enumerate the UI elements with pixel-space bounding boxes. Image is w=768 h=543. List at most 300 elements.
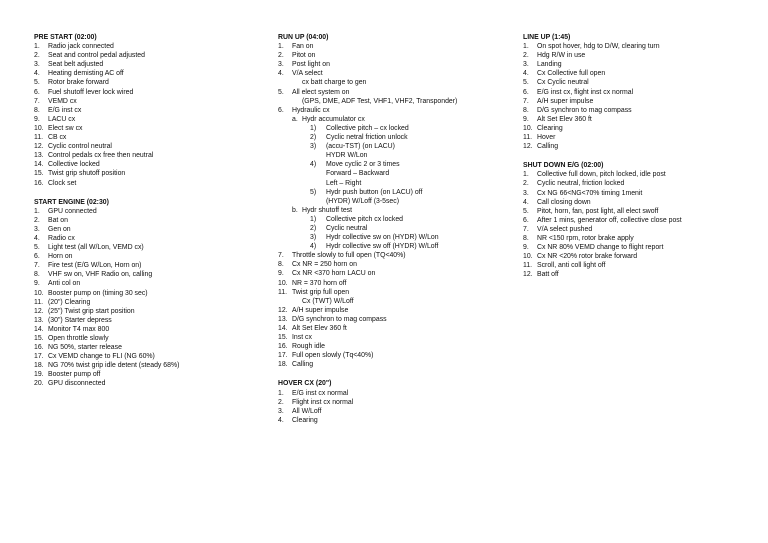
checklist-item (523, 60, 753, 69)
item-text: Move cyclic 2 or 3 times (326, 161, 400, 169)
item-continuation: cx batt charge to gen (302, 79, 367, 87)
item-text: Cx NR <20% rotor brake forward (537, 253, 638, 261)
checklist-subitem (278, 133, 503, 142)
checklist-item (278, 88, 503, 97)
item-number: 2) (310, 224, 317, 232)
item-text: GPU connected (48, 207, 97, 215)
item-text: Rough idle (292, 343, 325, 351)
item-text: V/A select (292, 70, 323, 78)
item-text: Clearing (292, 416, 318, 424)
checklist-section (278, 379, 503, 424)
item-number: 9. (34, 280, 40, 288)
checklist-item (34, 298, 259, 307)
checklist-item (278, 333, 503, 342)
item-number: 6. (523, 216, 529, 224)
checklist-item (34, 97, 259, 106)
checklist-item (278, 315, 503, 324)
item-number: 10. (523, 124, 533, 132)
item-text: On spot hover, hdg to D/W, clearing turn (537, 43, 660, 51)
item-number: 3. (523, 61, 529, 69)
item-number: 5. (278, 88, 284, 96)
checklist-item (34, 88, 259, 97)
checklist-section (34, 198, 259, 389)
item-text: E/G inst cx (48, 106, 82, 114)
item-number: 2. (34, 52, 40, 60)
checklist-item (523, 106, 753, 115)
item-number: 5. (34, 79, 40, 87)
item-text: Call closing down (537, 198, 591, 206)
item-number: 1. (34, 207, 40, 215)
checklist-item (523, 198, 753, 207)
checklist-item (523, 78, 753, 87)
item-text: Hydr collective sw off (HYDR) W/Loff (326, 243, 439, 251)
checklist-item (34, 42, 259, 51)
section-title: PRE START (02:00) (34, 34, 97, 41)
item-text: Cyclic neutral, friction locked (537, 180, 625, 188)
item-number: 13. (278, 315, 288, 323)
checklist-item (34, 225, 259, 234)
checklist-item (523, 216, 753, 225)
checklist-item (278, 260, 503, 269)
item-number: 11. (523, 134, 533, 142)
item-text: Cx NR 80% VEMD change to flight report (537, 244, 664, 252)
item-text: E/G inst cx normal (292, 389, 349, 397)
item-number: 1) (310, 124, 317, 132)
item-number: 11. (523, 262, 533, 270)
checklist-item (278, 306, 503, 315)
item-text: Seat belt adjusted (48, 61, 104, 69)
checklist-item (523, 133, 753, 142)
item-number: 20. (34, 380, 44, 388)
item-number: 5. (34, 244, 40, 252)
item-text: Collective pitch cx locked (326, 215, 403, 223)
item-text: Control pedals cx free then neutral (48, 152, 154, 160)
checklist-item (34, 316, 259, 325)
item-number: 1. (278, 389, 284, 397)
item-number: 2. (523, 52, 529, 60)
item-text: Anti col on (48, 280, 81, 288)
item-number: 17. (278, 352, 288, 360)
item-continuation: HYDR W/Lon (326, 152, 368, 160)
item-text: Twist grip full open (292, 288, 350, 296)
item-text: V/A select pushed (537, 225, 593, 233)
checklist-item (278, 60, 503, 69)
item-number: 3) (310, 234, 317, 242)
item-number: 5) (310, 188, 317, 196)
item-number: a. (292, 115, 298, 123)
checklist-item (278, 342, 503, 351)
checklist-item (523, 97, 753, 106)
item-text: Flight inst cx normal (292, 398, 354, 406)
item-text: Scroll, anti coll light off (537, 262, 606, 270)
item-text: NG 50%, starter release (48, 344, 122, 352)
item-number: 3. (34, 225, 40, 233)
item-number: 8. (523, 234, 529, 242)
item-number: 17. (34, 353, 44, 361)
item-number: 7. (523, 97, 529, 105)
item-text: D/G synchron to mag compass (537, 106, 632, 114)
item-text: Twist grip shutoff position (48, 170, 126, 178)
checklist-item (34, 160, 259, 169)
item-number: 6. (34, 253, 40, 261)
item-text: Fan on (292, 43, 314, 51)
item-text: NR <150 rpm, rotor brake apply (537, 234, 634, 242)
item-number: 12. (523, 143, 533, 151)
item-text: CB cx (48, 134, 67, 142)
item-text: Cx Cyclic neutral (537, 79, 589, 87)
item-number: 11. (34, 298, 44, 306)
checklist-item (34, 207, 259, 216)
item-number: 14. (34, 325, 44, 333)
item-number: 10. (34, 289, 44, 297)
item-text: Hydr collective sw on (HYDR) W/Lon (326, 234, 439, 242)
item-text: (25") Twist grip start position (48, 307, 135, 315)
checklist-subitem (278, 124, 503, 133)
item-text: Heating demisting AC off (48, 70, 124, 78)
item-text: D/G synchron to mag compass (292, 315, 387, 323)
item-text: Pitot, horn, fan, post light, all elect swoff (537, 207, 659, 215)
item-text: Collective locked (48, 161, 100, 169)
checklist-item (278, 279, 503, 288)
section-title: SHUT DOWN E/G (02:00) (523, 162, 604, 170)
item-text: Light test (all W/Lon, VEMD cx) (48, 244, 144, 252)
section-title: RUN UP (04:00) (278, 34, 329, 41)
item-number: 15. (34, 335, 44, 342)
item-text: Elect sw cx (48, 124, 83, 132)
item-number: 7. (278, 252, 284, 260)
item-text: Booster pump on (timing 30 sec) (48, 289, 148, 297)
item-number: 8. (34, 271, 40, 279)
item-number: 2. (523, 180, 529, 188)
checklist-item (34, 379, 259, 388)
checklist-subitem (278, 206, 503, 215)
item-number: 4. (278, 416, 284, 424)
item-text: Cx Collective full open (537, 70, 606, 78)
item-text: Clock set (48, 179, 77, 187)
item-text: Full open slowly (Tq<40%) (292, 352, 374, 360)
item-text: GPU disconnected (48, 380, 106, 388)
checklist-item (523, 252, 753, 261)
checklist-item (34, 69, 259, 78)
item-number: 12. (523, 271, 533, 279)
item-number: 5. (523, 207, 529, 215)
item-text: Gen on (48, 225, 71, 233)
item-number: 4. (523, 70, 529, 78)
checklist-item (34, 60, 259, 69)
item-text: Radio jack connected (48, 43, 114, 51)
item-text: Monitor T4 max 800 (48, 325, 110, 333)
item-text: NG 70% twist grip idle detent (steady 68%) (48, 362, 180, 370)
item-number: 16. (278, 343, 288, 351)
item-number: 16. (34, 344, 44, 352)
checklist-item (34, 334, 259, 343)
item-text: Seat and control pedal adjusted (48, 52, 145, 60)
checklist-item (278, 360, 503, 369)
section-title: LINE UP (1:45) (523, 34, 571, 41)
item-text: Pitot on (292, 52, 316, 60)
item-text: Post light on (292, 61, 330, 69)
item-number: 2. (278, 52, 284, 60)
item-text: Horn on (48, 253, 73, 261)
item-text: Hydr push button (on LACU) off (326, 188, 423, 196)
item-text: Collective pitch – cx locked (326, 124, 409, 132)
item-continuation: Forward – Backward (326, 170, 390, 178)
checklist-item (278, 416, 503, 425)
item-text: Rotor brake forward (48, 79, 109, 87)
checklist-subitem (278, 224, 503, 233)
item-number: 4. (34, 234, 40, 242)
checklist-section (278, 33, 503, 369)
item-number: 6. (278, 106, 284, 114)
checklist-item (278, 69, 503, 78)
checklist-item (34, 370, 259, 379)
item-text: Cx VEMD change to FLI (NG 60%) (48, 353, 155, 361)
item-text: Inst cx (292, 334, 312, 342)
item-number: 11. (34, 134, 44, 142)
checklist-item (278, 324, 503, 333)
item-text: (accu-TST) (on LACU) (326, 143, 395, 151)
item-number: 12. (34, 307, 44, 315)
checklist-item (523, 170, 753, 179)
checklist-item (278, 288, 503, 297)
item-text: Cx NR <370 horn LACU on (292, 270, 376, 278)
checklist-item (34, 261, 259, 270)
item-number: 16. (34, 179, 44, 187)
checklist-section (523, 161, 753, 279)
item-text: LACU cx (48, 115, 76, 123)
checklist-item (34, 325, 259, 334)
checklist-item (34, 361, 259, 370)
item-number: 3. (523, 189, 529, 197)
item-text: E/G inst cx, flight inst cx normal (537, 88, 634, 96)
item-number: 14. (34, 161, 44, 169)
item-text: Calling (537, 143, 559, 151)
checklist-item (523, 261, 753, 270)
item-text: Hover (537, 134, 556, 142)
checklist-item (523, 124, 753, 133)
item-text: Hydraulic cx (292, 106, 330, 114)
item-number: 1. (278, 43, 284, 51)
item-number: 4) (310, 161, 317, 169)
checklist-item (34, 234, 259, 243)
checklist-column-3 (523, 33, 753, 279)
item-number: 4. (278, 70, 284, 78)
section-title: START ENGINE (02:30) (34, 198, 109, 206)
item-number: 3. (34, 61, 40, 69)
item-text: Hdg R/W in use (537, 52, 586, 60)
checklist-item (278, 398, 503, 407)
checklist-item (278, 251, 503, 260)
item-number: 13. (34, 316, 44, 324)
checklist-item (34, 106, 259, 115)
checklist-item (34, 352, 259, 361)
checklist-item (523, 115, 753, 124)
item-number: 14. (278, 325, 288, 332)
checklist-item (34, 179, 259, 188)
checklist-section (523, 33, 753, 151)
item-text: Cyclic netral friction unlock (326, 134, 408, 142)
item-number: 1. (34, 43, 40, 51)
item-text: A/H super impulse (537, 97, 594, 105)
item-number: 7. (523, 225, 529, 233)
checklist-item (34, 142, 259, 151)
item-text: Cyclic neutral (326, 224, 368, 232)
item-number: 1. (523, 43, 529, 51)
item-text: Landing (537, 61, 562, 69)
checklist-subitem (278, 233, 503, 242)
checklist-item (34, 133, 259, 142)
item-continuation: (GPS, DME, ADF Test, VHF1, VHF2, Transponder) (302, 97, 458, 105)
item-number: 4) (310, 243, 317, 251)
item-number: 12. (34, 143, 44, 151)
item-text: All W/Loff (292, 407, 322, 415)
item-number: 7. (34, 97, 40, 105)
checklist-item (523, 225, 753, 234)
item-number: 18. (34, 362, 44, 370)
item-number: 10. (278, 279, 288, 287)
item-text: Alt Set Elev 360 ft (537, 115, 592, 123)
checklist-subitem (278, 215, 503, 224)
checklist-item (523, 179, 753, 188)
checklist-item (34, 124, 259, 133)
item-number: 19. (34, 371, 44, 379)
item-number: 9. (34, 115, 40, 123)
item-text: Batt off (537, 271, 559, 279)
checklist-section (34, 33, 259, 188)
checklist-item (34, 115, 259, 124)
checklist-item (34, 343, 259, 352)
checklist-subitem (278, 115, 503, 124)
item-text: Cx NR = 250 horn on (292, 261, 357, 269)
checklist-item (278, 51, 503, 60)
item-text: Collective full down, pitch locked, idle post (537, 171, 666, 179)
item-number: 9. (523, 115, 529, 123)
item-number: 9. (278, 270, 284, 278)
checklist-subitem (278, 242, 503, 251)
checklist-subitem (278, 160, 503, 169)
checklist-item (34, 270, 259, 279)
item-text: Alt Set Elev 360 ft (292, 325, 347, 332)
item-number: 12. (278, 306, 288, 314)
item-number: 4. (34, 70, 40, 78)
checklist-item (34, 252, 259, 261)
item-text: Cyclic control neutral (48, 143, 112, 151)
item-text: Fire test (E/G W/Lon, Horn on) (48, 262, 142, 270)
checklist-column-2 (278, 33, 503, 425)
checklist-item (34, 78, 259, 87)
item-number: 8. (523, 106, 529, 114)
item-text: Calling (292, 361, 314, 369)
item-text: NR = 370 horn off (292, 279, 347, 287)
item-number: 1. (523, 171, 529, 179)
checklist-item (523, 42, 753, 51)
item-text: VEMD cx (48, 97, 77, 105)
item-text: Fuel shutoff lever lock wired (48, 88, 134, 96)
item-number: 18. (278, 361, 288, 369)
item-text: A/H super impulse (292, 306, 349, 314)
checklist-item (34, 307, 259, 316)
checklist-item (34, 289, 259, 298)
checklist-item (34, 151, 259, 160)
item-number: 1) (310, 215, 317, 223)
item-text: Hydr accumulator cx (302, 115, 365, 123)
item-text: Hydr shutoff test (302, 206, 353, 214)
item-continuation: Left – Right (326, 179, 362, 187)
item-number: 3. (278, 61, 284, 69)
item-number: 7. (34, 262, 40, 270)
checklist-item (34, 51, 259, 60)
checklist-item (523, 88, 753, 97)
item-text: After 1 mins, generator off, collective close post (537, 216, 682, 224)
item-number: 15. (34, 170, 44, 178)
checklist-item (523, 69, 753, 78)
checklist-item (278, 389, 503, 398)
item-number: 8. (34, 106, 40, 114)
item-text: (30") Starter depress (48, 316, 112, 324)
item-text: All elect system on (292, 88, 350, 96)
checklist-item (278, 351, 503, 360)
checklist-item (523, 243, 753, 252)
item-text: Radio cx (48, 234, 75, 242)
checklist-item (523, 270, 753, 279)
section-title: HOVER CX (20") (278, 380, 332, 388)
item-number: 13. (34, 152, 44, 160)
item-text: Cx NG 66<NG<70% timing 1menit (537, 189, 643, 197)
item-number: 10. (523, 253, 533, 261)
checklist-subitem (278, 188, 503, 197)
item-number: 9. (523, 244, 529, 252)
checklist-item (278, 42, 503, 51)
item-text: Booster pump off (48, 371, 101, 379)
checklist-item (523, 207, 753, 216)
checklist-item (34, 279, 259, 288)
item-number: 3) (310, 143, 317, 151)
item-number: 8. (278, 261, 284, 269)
item-number: 6. (34, 88, 40, 96)
checklist-item (278, 269, 503, 278)
item-number: 6. (523, 88, 529, 96)
checklist-item (523, 189, 753, 198)
item-continuation: (HYDR) W/Loff (3-5sec) (326, 197, 400, 205)
checklist-item (523, 51, 753, 60)
checklist-item (278, 106, 503, 115)
item-text: VHF sw on, VHF Radio on, calling (48, 271, 153, 279)
item-number: 3. (278, 407, 284, 415)
item-text: (20") Clearing (48, 298, 91, 306)
checklist-item (34, 169, 259, 178)
checklist-subitem (278, 142, 503, 151)
item-number: 5. (523, 79, 529, 87)
item-text: Clearing (537, 124, 563, 132)
item-number: 11. (278, 288, 288, 296)
item-number: 2) (310, 134, 317, 142)
checklist-item (34, 243, 259, 252)
checklist-item (34, 216, 259, 225)
item-number: 10. (34, 124, 44, 132)
checklist-item (523, 142, 753, 151)
item-number: 15. (278, 334, 288, 342)
item-continuation: Cx (TWT) W/Loff (302, 297, 354, 305)
checklist-column-1 (34, 33, 259, 389)
checklist-item (278, 407, 503, 416)
checklist-item (523, 234, 753, 243)
item-number: 2. (278, 398, 284, 406)
item-number: b. (292, 206, 298, 214)
item-text: Bat on (48, 216, 68, 224)
item-text: Open throttle slowly (48, 335, 109, 342)
item-number: 2. (34, 216, 40, 224)
item-text: Throttle slowly to full open (TQ<40%) (292, 252, 406, 260)
